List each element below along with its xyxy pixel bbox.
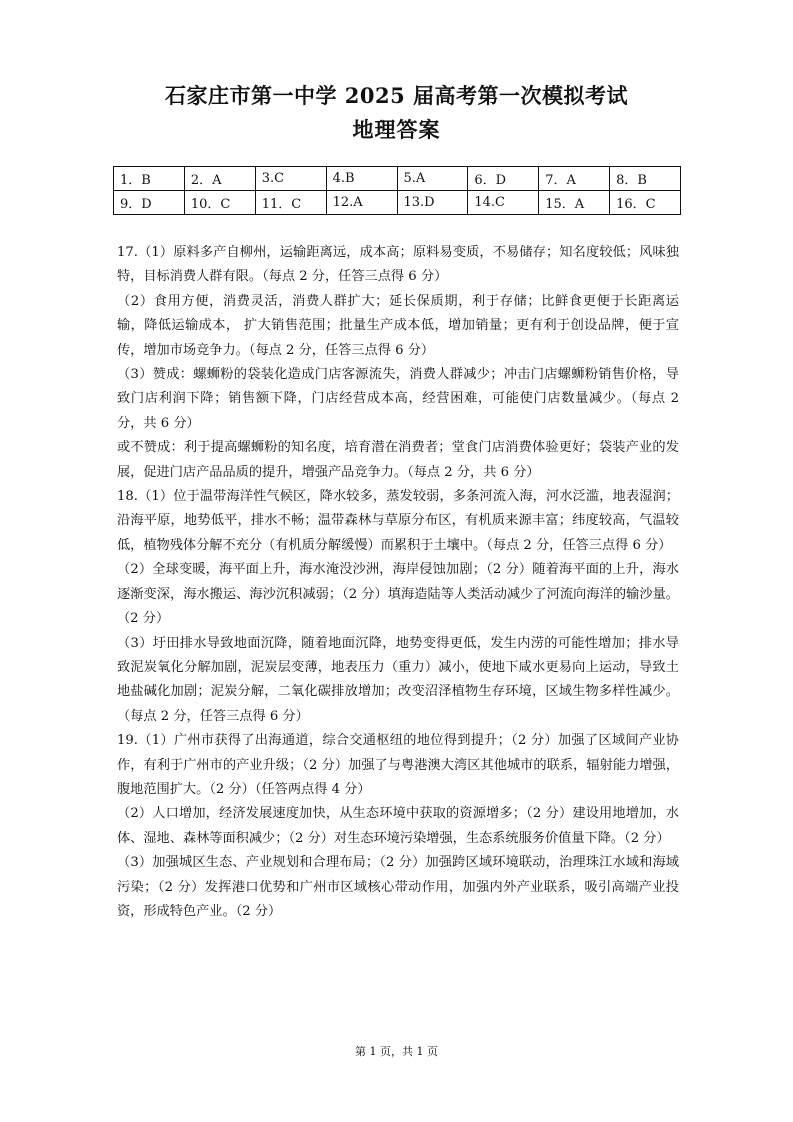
answer-paragraph-17-3-alt: 或不赞成：利于提高螺蛳粉的知名度，培育潜在消费者；堂食门店消费体验更好；袋装产业的发展，促进门店产品品质的提升，增强产品竞争力。（每点 2 分，共 6 分） [117,440,679,480]
answer-cell: 7．A [539,167,610,191]
answer-cell: 9．D [114,191,185,215]
answer-paragraph-17-1: 17.（1）原料多产自柳州，运输距离远，成本高；原料易变质，不易储存；知名度较低；风味独特，目标消费人群有限。（每点 2 分，任答三点得 6 分） [117,245,679,285]
answer-paragraph-18-2: （2）全球变暖，海平面上升，海水淹没沙洲，海岸侵蚀加剧；（2 分）随着海平面的上升，海水逐渐变深，海水搬运、海沙沉积减弱；（2 分）填海造陆等人类活动减少了河流向海洋的输沙量。（2 分） [117,562,679,627]
page-subtitle: 地理答案 [352,117,441,142]
answer-table [113,166,681,215]
answer-cell: 14.C [468,191,539,215]
answer-paragraph-19-1: 19.（1）广州市获得了出海通道，综合交通枢纽的地位得到提升；（2 分）加强了区域间产业协作，有利于广州市的产业升级；（2 分）加强了与粤港澳大湾区其他城市的联系，辐射能力增强，腹地范围扩大。（2 分）（任答两点得 4 分） [117,733,679,797]
answer-cell: 6．D [468,167,539,191]
answer-cell: 13.D [397,191,468,215]
answer-paragraph-17-2: （2）食用方便，消费灵活，消费人群扩大；延长保质期，利于存储；比鲜食更便于长距离运输，降低运输成本， 扩大销售范围；批量生产成本低，增加销量；更有利于创设品牌，便于宣传，增加市场竞争力。（每点 2 分，任答三点得 6 分） [117,293,679,358]
answer-paragraph-18-3: （3）圩田排水导致地面沉降，随着地面沉降，地势变得更低，发生内涝的可能性增加；排水导致泥炭氧化分解加剧，泥炭层变薄，地表压力（重力）减小，使地下咸水更易向上运动，导致土地盐碱化加剧；泥炭分解，二氧化碳排放增加；改变沼泽植物生存环境，区域生物多样性减少。（每点 2 分，任答三点得 6 分） [117,635,679,724]
answer-cell: 11．C [255,191,326,215]
answer-cell: 8．B [610,167,681,191]
answer-cell: 1．B [114,167,185,191]
answer-paragraph-18-1: 18.（1）位于温带海洋性气候区，降水较多，蒸发较弱，多条河流入海，河水泛滥，地表湿润；沿海平原，地势低平，排水不畅；温带森林与草原分布区，有机质来源丰富；纬度较高，气温较低，植物残体分解不充分（有机质分解缓慢）而累积于土壤中。（每点 2 分，任答三点得 6 分） [117,489,679,553]
page-title: 石家庄市第一中学 2025 届高考第一次模拟考试 [164,83,629,108]
answer-cell: 5.A [397,167,468,191]
answer-cell: 4.B [326,167,397,191]
answer-cell: 15．A [539,191,610,215]
answer-row [114,167,681,191]
answer-cell: 10．C [184,191,255,215]
answer-cell: 12.A [326,191,397,215]
page-footer: 第 1 页，共 1 页 [355,1045,438,1058]
answer-paragraph-19-3: （3）加强城区生态、产业规划和合理布局；（2 分）加强跨区域环境联动，治理珠江水域和海域污染；（2 分）发挥港口优势和广州市区域核心带动作用，加强内外产业联系，吸引高端产业投资，形成特色产业。（2 分） [117,855,679,919]
answer-paragraph-19-2: （2）人口增加，经济发展速度加快，从生态环境中获取的资源增多；（2 分）建设用地增加，水体、湿地、森林等面积减少；（2 分）对生态环境污染增强，生态系统服务价值量下降。（2 分） [117,806,679,846]
answer-cell: 3.C [255,167,326,191]
answer-paragraph-17-3: （3）赞成：螺蛳粉的袋装化造成门店客源流失，消费人群减少；冲击门店螺蛳粉销售价格，导致门店利润下降；销售额下降，门店经营成本高，经营困难，可能使门店数量减少。（每点 2 分，共 6 分） [117,367,679,431]
answer-body [117,241,679,924]
answer-cell: 2．A [184,167,255,191]
answer-cell: 16．C [610,191,681,215]
answer-row [114,191,681,215]
